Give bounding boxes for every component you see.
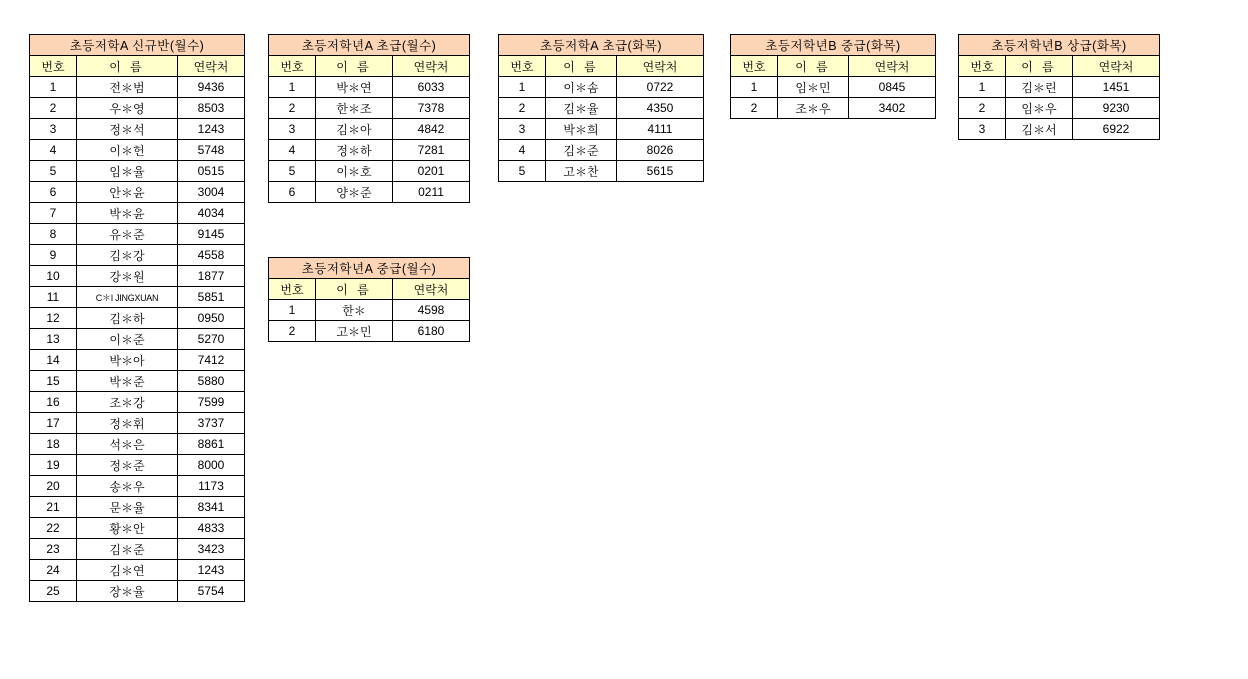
table-row: [30, 455, 245, 476]
table-row: [499, 98, 704, 119]
table-row: [30, 98, 245, 119]
cell-no: 2: [269, 321, 316, 342]
cell-name: 전＊범: [77, 77, 178, 98]
cell-no: 6: [269, 182, 316, 203]
table-row: [30, 77, 245, 98]
column-header-no: 번호: [30, 56, 77, 77]
column-header-no: 번호: [731, 56, 778, 77]
cell-no: 9: [30, 245, 77, 266]
cell-tel: 6033: [393, 77, 470, 98]
cell-name: 이＊준: [77, 329, 178, 350]
table-header-row: [959, 56, 1160, 77]
cell-name: 김＊강: [77, 245, 178, 266]
cell-name: 석＊은: [77, 434, 178, 455]
cell-name: 임＊율: [77, 161, 178, 182]
cell-tel: 4558: [178, 245, 245, 266]
table-row: [30, 182, 245, 203]
cell-tel: 5754: [178, 581, 245, 602]
cell-name: 이＊솜: [546, 77, 617, 98]
cell-tel: 5851: [178, 287, 245, 308]
cell-tel: 4842: [393, 119, 470, 140]
table-row: [30, 287, 245, 308]
cell-tel: 9230: [1073, 98, 1160, 119]
cell-name: 안＊윤: [77, 182, 178, 203]
table-row: [269, 98, 470, 119]
table-row: [269, 140, 470, 161]
cell-no: 1: [499, 77, 546, 98]
cell-name: 이＊헌: [77, 140, 178, 161]
cell-tel: 7378: [393, 98, 470, 119]
cell-tel: 7281: [393, 140, 470, 161]
column-header-tel: 연락처: [393, 279, 470, 300]
table-row: [30, 392, 245, 413]
table-row: [30, 413, 245, 434]
cell-no: 8: [30, 224, 77, 245]
table-row: [30, 350, 245, 371]
table-title-row: [731, 35, 936, 56]
cell-name: 양＊준: [316, 182, 393, 203]
cell-tel: 7412: [178, 350, 245, 371]
cell-name: 황＊안: [77, 518, 178, 539]
cell-tel: 5880: [178, 371, 245, 392]
column-header-tel: 연락처: [1073, 56, 1160, 77]
cell-no: 21: [30, 497, 77, 518]
cell-no: 2: [499, 98, 546, 119]
cell-tel: 0515: [178, 161, 245, 182]
cell-no: 1: [30, 77, 77, 98]
cell-no: 4: [30, 140, 77, 161]
cell-tel: 7599: [178, 392, 245, 413]
table-title: 초등저학년A 초급(월수): [269, 35, 470, 56]
cell-no: 15: [30, 371, 77, 392]
cell-tel: 8341: [178, 497, 245, 518]
cell-tel: 8503: [178, 98, 245, 119]
table-row: [269, 321, 470, 342]
cell-no: 14: [30, 350, 77, 371]
cell-tel: 0201: [393, 161, 470, 182]
cell-tel: 1243: [178, 119, 245, 140]
column-header-tel: 연락처: [393, 56, 470, 77]
cell-no: 5: [269, 161, 316, 182]
table-title-row: [30, 35, 245, 56]
cell-no: 3: [30, 119, 77, 140]
table-row: [30, 119, 245, 140]
cell-no: 2: [731, 98, 778, 119]
cell-tel: 8000: [178, 455, 245, 476]
cell-no: 3: [959, 119, 1006, 140]
cell-tel: 3737: [178, 413, 245, 434]
cell-no: 24: [30, 560, 77, 581]
column-header-tel: 연락처: [849, 56, 936, 77]
cell-no: 3: [499, 119, 546, 140]
cell-name: 김＊준: [546, 140, 617, 161]
cell-no: 2: [959, 98, 1006, 119]
cell-no: 5: [30, 161, 77, 182]
cell-no: 4: [499, 140, 546, 161]
cell-no: 2: [269, 98, 316, 119]
cell-no: 6: [30, 182, 77, 203]
cell-tel: 6180: [393, 321, 470, 342]
table-row: [30, 581, 245, 602]
cell-name: 고＊민: [316, 321, 393, 342]
table-title: 초등저학년A 중급(월수): [269, 258, 470, 279]
table-row: [30, 539, 245, 560]
cell-name: 정＊하: [316, 140, 393, 161]
cell-tel: 3423: [178, 539, 245, 560]
cell-no: 3: [269, 119, 316, 140]
cell-no: 11: [30, 287, 77, 308]
table-row: [30, 203, 245, 224]
cell-name: C＊I JINGXUAN: [77, 287, 178, 308]
column-header-name: 이 름: [546, 56, 617, 77]
roster-table: [958, 34, 1160, 140]
table-row: [30, 266, 245, 287]
cell-no: 5: [499, 161, 546, 182]
table-row: [959, 119, 1160, 140]
cell-tel: 4350: [617, 98, 704, 119]
cell-no: 1: [731, 77, 778, 98]
table-row: [30, 518, 245, 539]
table-row: [499, 161, 704, 182]
cell-name: 박＊준: [77, 371, 178, 392]
table-row: [30, 224, 245, 245]
cell-tel: 4833: [178, 518, 245, 539]
table-row: [269, 161, 470, 182]
column-header-no: 번호: [499, 56, 546, 77]
cell-name: 장＊율: [77, 581, 178, 602]
cell-no: 12: [30, 308, 77, 329]
table-title: 초등저학년B 중급(화목): [731, 35, 936, 56]
cell-tel: 9436: [178, 77, 245, 98]
cell-name: 유＊준: [77, 224, 178, 245]
cell-no: 1: [959, 77, 1006, 98]
table-row: [30, 161, 245, 182]
cell-name: 정＊휘: [77, 413, 178, 434]
cell-name: 김＊율: [546, 98, 617, 119]
cell-name: 조＊강: [77, 392, 178, 413]
cell-no: 18: [30, 434, 77, 455]
cell-tel: 1877: [178, 266, 245, 287]
cell-name: 박＊윤: [77, 203, 178, 224]
cell-tel: 3402: [849, 98, 936, 119]
table-title-row: [499, 35, 704, 56]
table-row: [499, 140, 704, 161]
cell-name: 박＊연: [316, 77, 393, 98]
cell-tel: 8026: [617, 140, 704, 161]
cell-name: 이＊호: [316, 161, 393, 182]
roster-table: [730, 34, 936, 119]
cell-tel: 0950: [178, 308, 245, 329]
table-row: [499, 77, 704, 98]
cell-name: 고＊찬: [546, 161, 617, 182]
cell-no: 10: [30, 266, 77, 287]
cell-name: 김＊하: [77, 308, 178, 329]
cell-tel: 5270: [178, 329, 245, 350]
roster-table: [29, 34, 245, 602]
cell-name: 박＊아: [77, 350, 178, 371]
cell-tel: 4034: [178, 203, 245, 224]
cell-name: 정＊준: [77, 455, 178, 476]
table-header-row: [269, 279, 470, 300]
cell-no: 25: [30, 581, 77, 602]
cell-no: 13: [30, 329, 77, 350]
cell-name: 김＊린: [1006, 77, 1073, 98]
table-row: [499, 119, 704, 140]
cell-no: 22: [30, 518, 77, 539]
table-header-row: [499, 56, 704, 77]
cell-name: 박＊희: [546, 119, 617, 140]
cell-tel: 0845: [849, 77, 936, 98]
cell-tel: 1173: [178, 476, 245, 497]
column-header-no: 번호: [959, 56, 1006, 77]
table-title-row: [269, 35, 470, 56]
table-row: [269, 77, 470, 98]
table-header-row: [731, 56, 936, 77]
cell-name: 강＊원: [77, 266, 178, 287]
cell-tel: 4598: [393, 300, 470, 321]
cell-name: 조＊우: [778, 98, 849, 119]
cell-name: 임＊우: [1006, 98, 1073, 119]
column-header-name: 이 름: [316, 279, 393, 300]
cell-name: 김＊서: [1006, 119, 1073, 140]
cell-name: 한＊: [316, 300, 393, 321]
cell-name: 김＊아: [316, 119, 393, 140]
table-row: [30, 476, 245, 497]
cell-no: 4: [269, 140, 316, 161]
table-row: [30, 329, 245, 350]
table-title: 초등저학A 초급(화목): [499, 35, 704, 56]
cell-name: 송＊우: [77, 476, 178, 497]
column-header-tel: 연락처: [178, 56, 245, 77]
cell-tel: 4111: [617, 119, 704, 140]
table-row: [30, 497, 245, 518]
column-header-name: 이 름: [1006, 56, 1073, 77]
cell-tel: 5615: [617, 161, 704, 182]
table-row: [269, 182, 470, 203]
table-row: [30, 560, 245, 581]
cell-name: 문＊율: [77, 497, 178, 518]
table-row: [959, 98, 1160, 119]
cell-tel: 3004: [178, 182, 245, 203]
table-header-row: [30, 56, 245, 77]
cell-tel: 9145: [178, 224, 245, 245]
table-title: 초등저학년B 상급(화목): [959, 35, 1160, 56]
table-row: [30, 245, 245, 266]
roster-table: [268, 34, 470, 203]
cell-name: 정＊석: [77, 119, 178, 140]
table-row: [731, 98, 936, 119]
table-row: [30, 308, 245, 329]
cell-tel: 0211: [393, 182, 470, 203]
table-row: [269, 300, 470, 321]
column-header-no: 번호: [269, 56, 316, 77]
cell-no: 20: [30, 476, 77, 497]
table-row: [30, 434, 245, 455]
cell-no: 1: [269, 77, 316, 98]
table-header-row: [269, 56, 470, 77]
cell-tel: 6922: [1073, 119, 1160, 140]
cell-no: 23: [30, 539, 77, 560]
cell-no: 17: [30, 413, 77, 434]
column-header-name: 이 름: [77, 56, 178, 77]
table-title-row: [269, 258, 470, 279]
cell-tel: 1243: [178, 560, 245, 581]
cell-name: 우＊영: [77, 98, 178, 119]
cell-tel: 5748: [178, 140, 245, 161]
table-row: [30, 140, 245, 161]
cell-no: 1: [269, 300, 316, 321]
table-row: [959, 77, 1160, 98]
column-header-name: 이 름: [316, 56, 393, 77]
cell-no: 16: [30, 392, 77, 413]
cell-tel: 8861: [178, 434, 245, 455]
table-row: [731, 77, 936, 98]
cell-name: 김＊준: [77, 539, 178, 560]
roster-table: [498, 34, 704, 182]
cell-no: 19: [30, 455, 77, 476]
table-row: [30, 371, 245, 392]
table-title-row: [959, 35, 1160, 56]
table-title: 초등저학A 신규반(월수): [30, 35, 245, 56]
cell-no: 2: [30, 98, 77, 119]
cell-tel: 1451: [1073, 77, 1160, 98]
table-row: [269, 119, 470, 140]
cell-tel: 0722: [617, 77, 704, 98]
column-header-tel: 연락처: [617, 56, 704, 77]
cell-name: 한＊조: [316, 98, 393, 119]
roster-table: [268, 257, 470, 342]
cell-name: 임＊민: [778, 77, 849, 98]
column-header-name: 이 름: [778, 56, 849, 77]
cell-no: 7: [30, 203, 77, 224]
cell-name: 김＊연: [77, 560, 178, 581]
column-header-no: 번호: [269, 279, 316, 300]
